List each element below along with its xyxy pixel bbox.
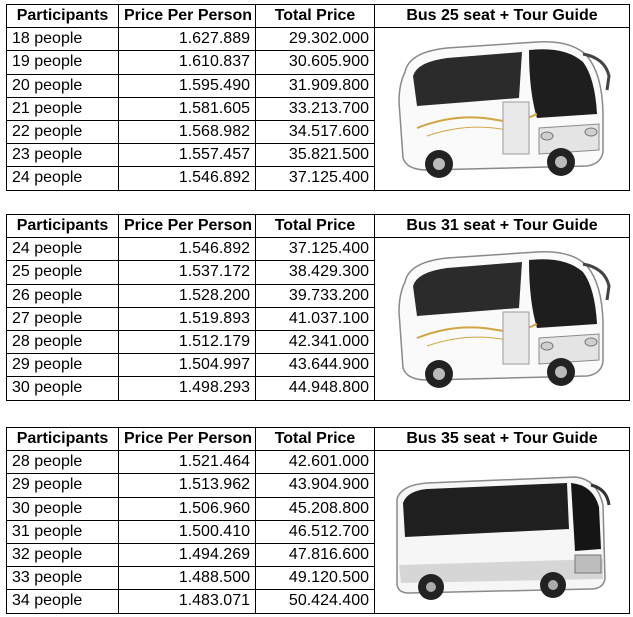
- participants-cell: 30 people: [7, 377, 119, 400]
- participants-cell: 26 people: [7, 284, 119, 307]
- price-per-person-cell: 1.546.892: [119, 167, 256, 190]
- price-per-person-cell: 1.610.837: [119, 51, 256, 74]
- price-per-person-cell: 1.513.962: [119, 474, 256, 497]
- participants-cell: 20 people: [7, 74, 119, 97]
- price-per-person-cell: 1.557.457: [119, 144, 256, 167]
- total-price-cell: 31.909.800: [256, 74, 375, 97]
- participants-cell: 18 people: [7, 28, 119, 51]
- participants-cell: 21 people: [7, 97, 119, 120]
- participants-cell: 29 people: [7, 474, 119, 497]
- total-price-cell: 35.821.500: [256, 144, 375, 167]
- participants-cell: 28 people: [7, 451, 119, 474]
- participants-cell: 19 people: [7, 51, 119, 74]
- total-price-cell: 34.517.600: [256, 120, 375, 143]
- price-table: [6, 214, 630, 401]
- price-per-person-cell: 1.521.464: [119, 451, 256, 474]
- total-price-cell: 42.601.000: [256, 451, 375, 474]
- price-per-person-cell: 1.504.997: [119, 354, 256, 377]
- price-table: [6, 427, 630, 614]
- total-price-cell: 37.125.400: [256, 238, 375, 261]
- total-price-cell: 30.605.900: [256, 51, 375, 74]
- price-per-person-cell: 1.528.200: [119, 284, 256, 307]
- total-price-cell: 45.208.800: [256, 497, 375, 520]
- total-price-cell: 49.120.500: [256, 567, 375, 590]
- bus-image-cell: [375, 451, 630, 613]
- participants-cell: 29 people: [7, 354, 119, 377]
- bus-image-cell: [375, 238, 630, 400]
- price-per-person-cell: 1.546.892: [119, 238, 256, 261]
- price-per-person-cell: 1.506.960: [119, 497, 256, 520]
- participants-header: Participants: [7, 5, 119, 28]
- price-per-person-cell: 1.568.982: [119, 120, 256, 143]
- price-table-bus-25: [6, 4, 629, 190]
- bus-title: Bus 35 seat + Tour Guide: [375, 428, 630, 451]
- price-per-person-header: Price Per Person: [119, 428, 256, 451]
- total-price-cell: 37.125.400: [256, 167, 375, 190]
- participants-cell: 34 people: [7, 590, 119, 613]
- bus-title: Bus 31 seat + Tour Guide: [375, 215, 630, 238]
- table-row: [7, 28, 630, 51]
- participants-cell: 28 people: [7, 330, 119, 353]
- total-price-cell: 33.213.700: [256, 97, 375, 120]
- table-header-row: [7, 428, 630, 451]
- price-per-person-cell: 1.512.179: [119, 330, 256, 353]
- participants-cell: 23 people: [7, 144, 119, 167]
- price-per-person-cell: 1.498.293: [119, 377, 256, 400]
- total-price-cell: 47.816.600: [256, 543, 375, 566]
- participants-header: Participants: [7, 215, 119, 238]
- price-table: [6, 4, 630, 191]
- total-price-cell: 29.302.000: [256, 28, 375, 51]
- total-price-cell: 43.904.900: [256, 474, 375, 497]
- white-minibus-icon: [387, 242, 617, 392]
- total-price-header: Total Price: [256, 428, 375, 451]
- participants-cell: 24 people: [7, 238, 119, 261]
- white-minibus-icon: [387, 32, 617, 182]
- participants-header: Participants: [7, 428, 119, 451]
- table-row: [7, 238, 630, 261]
- total-price-cell: 46.512.700: [256, 520, 375, 543]
- participants-cell: 25 people: [7, 261, 119, 284]
- participants-cell: 33 people: [7, 567, 119, 590]
- total-price-cell: 41.037.100: [256, 307, 375, 330]
- participants-cell: 30 people: [7, 497, 119, 520]
- total-price-cell: 42.341.000: [256, 330, 375, 353]
- price-per-person-cell: 1.519.893: [119, 307, 256, 330]
- bus-image-cell: [375, 28, 630, 190]
- price-per-person-cell: 1.537.172: [119, 261, 256, 284]
- price-per-person-cell: 1.494.269: [119, 543, 256, 566]
- price-table-bus-35: [6, 427, 629, 613]
- participants-cell: 32 people: [7, 543, 119, 566]
- table-header-row: [7, 5, 630, 28]
- participants-cell: 27 people: [7, 307, 119, 330]
- total-price-header: Total Price: [256, 5, 375, 28]
- price-per-person-cell: 1.627.889: [119, 28, 256, 51]
- white-coach-bus-icon: [387, 455, 617, 605]
- participants-cell: 22 people: [7, 120, 119, 143]
- participants-cell: 24 people: [7, 167, 119, 190]
- price-per-person-header: Price Per Person: [119, 215, 256, 238]
- bus-title: Bus 25 seat + Tour Guide: [375, 5, 630, 28]
- price-per-person-cell: 1.488.500: [119, 567, 256, 590]
- total-price-cell: 44.948.800: [256, 377, 375, 400]
- total-price-cell: 43.644.900: [256, 354, 375, 377]
- total-price-header: Total Price: [256, 215, 375, 238]
- total-price-cell: 39.733.200: [256, 284, 375, 307]
- price-per-person-cell: 1.595.490: [119, 74, 256, 97]
- total-price-cell: 50.424.400: [256, 590, 375, 613]
- price-per-person-cell: 1.483.071: [119, 590, 256, 613]
- table-row: [7, 451, 630, 474]
- table-header-row: [7, 215, 630, 238]
- price-per-person-header: Price Per Person: [119, 5, 256, 28]
- total-price-cell: 38.429.300: [256, 261, 375, 284]
- price-table-bus-31: [6, 214, 629, 400]
- price-per-person-cell: 1.500.410: [119, 520, 256, 543]
- participants-cell: 31 people: [7, 520, 119, 543]
- price-per-person-cell: 1.581.605: [119, 97, 256, 120]
